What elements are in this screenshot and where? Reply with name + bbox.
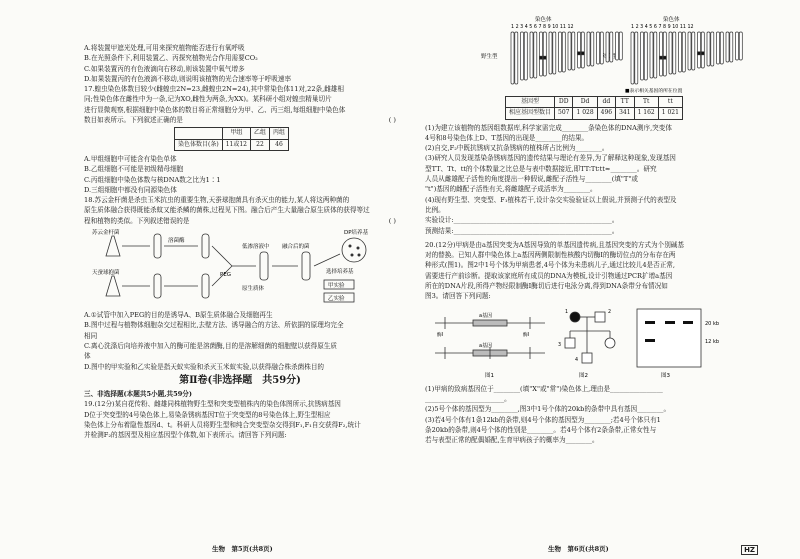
figure-label: 酶Ⅰ xyxy=(437,332,444,338)
q19-subq: 4号和8号染色体上D、T基因的出现是________的结果。 xyxy=(425,133,589,142)
table-header xyxy=(175,128,223,139)
q18-line: 18.苏云金杆菌是杀虫玉米抗虫的重要生物,天蚕球抱菌具有杀灭虫的能力,某人将这两种菌的 xyxy=(84,196,350,205)
answer-paren: ( ) xyxy=(388,216,396,225)
table-cell: 染色体数目(条) xyxy=(175,139,223,150)
table-cell: 22 xyxy=(250,139,269,150)
figure-caption: 图2 xyxy=(579,372,588,379)
chromosome xyxy=(644,32,647,80)
band-size: 20 kb xyxy=(705,320,720,327)
figure-label: a基因 xyxy=(479,312,493,319)
q20-subq: 若与表型正常的配偶婚配,生育甲病孩子的概率为________。 xyxy=(425,436,599,445)
table-header: Tt xyxy=(634,97,658,108)
gene-marker xyxy=(543,56,546,59)
diagram-label: 甲实验 xyxy=(328,283,345,290)
q18-option-c: C.离心洗涤后向培养液中加入的酶可能是溶菌酶,目的是溶解细菌的细胞壁以获得原生质 xyxy=(84,341,337,350)
chromosome xyxy=(606,32,609,62)
diagram-label: DP培养基 xyxy=(344,230,369,237)
chromosome xyxy=(581,32,584,68)
chromosome xyxy=(562,32,565,72)
pedigree-number: 3 xyxy=(558,342,562,348)
q19-subq: 实验设计:________________________________________________。 xyxy=(425,216,619,225)
chromosome xyxy=(707,32,710,66)
table-header: 丙组 xyxy=(269,128,288,139)
chromosome xyxy=(730,32,733,62)
chromosome xyxy=(663,32,666,76)
q18-option-d: D.图中的甲实验和乙实验是指天蚁实验和杀灭玉米蚁实验,以获得融合株杀菌株目的 xyxy=(84,362,325,371)
chromosome xyxy=(600,32,603,64)
figure-note: ■表示相关基因的所在位置 xyxy=(625,89,683,94)
chromosome xyxy=(688,32,691,70)
chromosome xyxy=(515,32,518,84)
chromosome xyxy=(549,32,552,74)
gene-marker xyxy=(701,52,704,55)
diagram-label: 低渗溶液中 xyxy=(242,244,270,251)
chromosome xyxy=(650,32,653,78)
chromosome xyxy=(530,32,533,78)
pedigree-number: 1 xyxy=(565,309,569,315)
table-header: 乙组 xyxy=(250,128,269,139)
table-header: 基因型 xyxy=(506,97,555,108)
q20-line: 种形式(图1)。图2中1号个体为甲病患者,4号个体为未患病儿子,通过比较儿4是否正常, xyxy=(425,261,676,270)
q20-subq: ________________________。 xyxy=(425,394,511,403)
chromosome xyxy=(720,32,723,64)
section-heading: 三、非选择题(本题共5小题,共59分) xyxy=(84,390,193,399)
table-cell: 11或12 xyxy=(222,139,250,150)
pedigree-number: 4 xyxy=(575,357,579,363)
q18-stem-end: 程和植物的类似。下列叙述错误的是 xyxy=(84,216,190,225)
q19-subq: (4)现有野生型、突变型、F₁植株若干,设计杂交实验验证以上假说,并预测子代的表型及 xyxy=(425,195,677,204)
chromosome xyxy=(553,32,556,74)
figure-label: a基因 xyxy=(479,342,493,349)
diagram-label: 天蚕球抱菌 xyxy=(92,270,120,277)
test-tube-icon xyxy=(202,274,209,298)
answer-paren: ( ) xyxy=(388,116,396,125)
q19-line: 染色体上分布着隐性基因d、t。科研人员将野生型和纯合突变型杂交得到F₁,F₁自交获得F₂,统计 xyxy=(84,421,361,430)
petri-dish-icon xyxy=(342,238,366,262)
gene-marker xyxy=(663,56,666,59)
figure-1-dna xyxy=(435,317,545,359)
chromosome xyxy=(610,32,613,62)
male-icon xyxy=(595,312,605,322)
diagram-label: 苏云金杆菌 xyxy=(92,230,120,237)
q17-option-a: A.甲组细胞中可能含有染色单体 xyxy=(84,154,177,163)
q20-figures xyxy=(425,305,743,381)
table-cell: 507 xyxy=(555,108,573,119)
figure-label: 染色体 xyxy=(535,17,552,23)
q20-line: 需要进行产前诊断。提取该家庭所有成员的DNA为模板,设计引物通过PCR扩增a基因 xyxy=(425,271,673,280)
q19-subq: 人员从雌雄配子活性的角度提出一种假说,雌配子活性与________(填"T"或 xyxy=(425,175,638,184)
flask-icon xyxy=(106,276,120,296)
q18-option-b: B.图中过程与植物体细胞杂交过程相比,去壁方法、诱导融合的方法、所依据的原理均完全 xyxy=(84,321,344,330)
diagram-label: 原生质体 xyxy=(242,286,265,293)
q18-fusion-diagram xyxy=(92,228,392,308)
chromosome xyxy=(521,32,524,80)
table-cell: 341 xyxy=(616,108,634,119)
test-tube-icon xyxy=(260,252,268,280)
table-cell: 1 021 xyxy=(658,108,682,119)
table-cell: 1 162 xyxy=(634,108,658,119)
q17-table xyxy=(174,127,289,151)
chromosome xyxy=(711,32,714,66)
q19-subq: 预测结果:________________________________________________。 xyxy=(425,226,619,235)
chromosome-numbers: 1 2 3 4 5 6 7 8 9 10 11 12 xyxy=(511,25,574,30)
gene-marker xyxy=(581,52,584,55)
page-footer-right: 生物 第6页(共8页) xyxy=(548,545,609,553)
chromosome xyxy=(641,32,644,80)
table-header: dd xyxy=(597,97,615,108)
flask-icon xyxy=(106,236,120,256)
q20-subq: (2)5号个体的基因型为________,图3中1号个体的20kb的条带中具有基因________。 xyxy=(425,405,671,414)
test-tube-icon xyxy=(154,234,161,258)
chromosome xyxy=(616,32,619,60)
affected-female-icon xyxy=(570,312,580,322)
chromosome xyxy=(701,32,704,68)
chromosome xyxy=(540,32,543,76)
q20-subq: 条20kb的条带,则4号个体的性别是________。若4号个体有2条条带,正常女性与 xyxy=(425,425,657,434)
page-footer-left: 生物 第5页(共8页) xyxy=(212,545,273,553)
q17-line xyxy=(84,115,396,125)
q18-line xyxy=(84,216,396,226)
chromosome xyxy=(568,32,571,70)
q19-line: 19.(12分)某自花传粉、雌雄同株植物野生型和突变型植株内的染色体图所示,抗锈病基因 xyxy=(84,400,341,409)
q16-option-c: C.如果装置丙的有色液滴向右移动,则该装置中氧气增多 xyxy=(84,64,245,73)
band-size: 12 kb xyxy=(705,338,720,345)
figure-label: 染色体 xyxy=(663,17,680,23)
chromosome xyxy=(739,32,742,60)
table-cell: 46 xyxy=(269,139,288,150)
gene-marker xyxy=(660,56,663,59)
chromosome-figure xyxy=(425,14,743,96)
q19-subq: "t")基因的雌配子活性有关,将雌雄配子成活率为________。 xyxy=(425,185,597,194)
chromosome xyxy=(673,32,676,74)
chromosome xyxy=(572,32,575,70)
q17-line: 17.蝗虫染色体数目较少(雌蝗虫2N=23,雌蝗虫2N=24),其中常染色体11对,22条,雌雄相 xyxy=(84,85,344,94)
chromosome xyxy=(511,32,514,84)
q20-line: 所在的DNA片段,所得产物经限制酶Ⅰ酶切后进行电泳分离,得到DNA条带分布情况如 xyxy=(425,282,668,291)
table-cell: 1 028 xyxy=(573,108,597,119)
q19-subq: (2)自交,F₂中既抗锈病又抗条锈病的植株所占比例为________。 xyxy=(425,144,609,153)
q20-line: 20.(12分)甲病是由a基因突变为A基因导致的单基因遗传病,且基因突变的方式为个别碱基 xyxy=(425,240,684,249)
test-tube-icon xyxy=(302,252,310,280)
right-page xyxy=(425,0,743,445)
q17-line: 进行显微观察,根据细胞中染色体的数目将正常细胞分为甲、乙、丙三组,每组细胞中染色体 xyxy=(84,105,346,114)
diagram-label: 融合后的菌 xyxy=(282,244,310,251)
left-page xyxy=(84,0,396,441)
q18-option-a: A.①试管中加入PEG的目的是诱导A、B原生质体融合及细胞再生 xyxy=(84,311,273,320)
chromosome xyxy=(682,32,685,72)
q19-subq: (3)研究人员发现基染条锈病基因的遗传结果与理论有差异,为了解释这种现象,发现基因 xyxy=(425,154,676,163)
unknown-icon xyxy=(582,353,592,363)
corner-mark: HZ xyxy=(741,545,758,555)
q19-subq: (1)为建立该植物的基因组数据库,科学家需完成________条染色体的DNA测序,突变体 xyxy=(425,123,672,132)
pedigree-number: 2 xyxy=(608,309,612,315)
chromosome xyxy=(578,32,581,68)
chromosome-numbers: 1 2 3 4 5 6 7 8 9 10 11 12 xyxy=(631,25,694,30)
table-cell: 496 xyxy=(597,108,615,119)
figure-2-pedigree xyxy=(565,312,615,363)
table-header: Dd xyxy=(573,97,597,108)
q16-option-b: B.在光照条件下,利用装置乙、丙探究植物光合作用需要CO₂ xyxy=(84,54,258,63)
chromosome xyxy=(726,32,729,62)
male-icon xyxy=(565,338,575,348)
figure-label: 酶Ⅰ xyxy=(523,332,530,338)
chromosome xyxy=(717,32,720,64)
figure-caption: 图1 xyxy=(485,372,494,379)
chromosome xyxy=(559,32,562,72)
figure-3-gel xyxy=(637,309,701,367)
q20-subq: (3)若4号个体有1条12kb的条带,则4号个体的基因型为________;若4号个体只有1 xyxy=(425,415,661,424)
q16-option-d: D.如果装置丙的有色液滴不移动,则说明该植物的光合速率等于呼吸速率 xyxy=(84,74,292,83)
chromosome xyxy=(692,32,695,70)
chromosome xyxy=(543,32,546,76)
chromosome xyxy=(534,32,537,78)
chromosome xyxy=(597,32,600,64)
table-header: 甲组 xyxy=(222,128,250,139)
q18-option-c-cont: 体 xyxy=(84,352,91,361)
chromosome xyxy=(679,32,682,72)
q19-subq: 型TT、Tt、tt的个体数量之比总是与表中数据接近,即TT∶Tt∶tt≈________。研究 xyxy=(425,164,657,173)
diagram-label: 溶菌酶 xyxy=(168,238,185,245)
gene-marker xyxy=(698,52,701,55)
diagram-label: PEG xyxy=(220,272,232,279)
test-tube-icon xyxy=(154,274,161,298)
chromosome xyxy=(619,32,622,60)
chromosome xyxy=(635,32,638,84)
gene-marker xyxy=(578,52,581,55)
gene-marker xyxy=(540,56,543,59)
chromosome xyxy=(631,32,634,84)
q19-subq: 比例。 xyxy=(425,205,445,214)
chromosome xyxy=(591,32,594,66)
q18-option-b-cont: 相同 xyxy=(84,331,98,340)
part-two-heading: 第Ⅱ卷(非选择题 共59分) xyxy=(179,374,301,386)
q17-stem-end: 数目如表所示。下列叙述正确的是 xyxy=(84,116,183,125)
table-cell: 相应基因型数目 xyxy=(506,108,555,119)
q17-option-b: B.乙组细胞不可能是初级精母细胞 xyxy=(84,165,184,174)
figure-label: 野生型 xyxy=(481,54,498,60)
female-icon xyxy=(605,338,615,348)
q19-line: 并检测F₂的基因型及相应基因型个体数,如下表所示。请回答下列问题: xyxy=(84,431,287,440)
q17-option-d: D.三组细胞中都没有同源染色体 xyxy=(84,185,177,194)
figure-caption: 图3 xyxy=(661,372,670,379)
q20-line: 图3。请回答下列问题: xyxy=(425,292,491,301)
chromosome xyxy=(736,32,739,60)
chromosome xyxy=(654,32,657,78)
chromosome xyxy=(524,32,527,80)
diagram-label: 选择培养基 xyxy=(326,269,354,276)
q19-line: D位于突变型的4号染色体上,易染条锈病基因T位于突变型的8号染色体上,野生型相应 xyxy=(84,410,331,419)
q20-line: 对的替换。已知人群中染色体上a基因两侧限制性核酸内切酶Ⅰ的酶切位点的分布存在两 xyxy=(425,251,676,260)
diagram-label: 乙实验 xyxy=(328,296,345,303)
q16-option-a: A.将装置甲遮光处理,可用来探究植物能否进行有氧呼吸 xyxy=(84,44,245,52)
table-header: tt xyxy=(658,97,682,108)
table-header: TT xyxy=(616,97,634,108)
chromosome xyxy=(587,32,590,66)
chromosome xyxy=(660,32,663,76)
q20-subq: (1)甲病的致病基因位于________(填"X"或"常")染色体上,理由是________________ xyxy=(425,384,663,393)
genotype-table xyxy=(505,96,683,120)
q17-line: 同;性染色体在雌性中为一条,记为XO,雌性为两条,为XX)。某科研小组对蝗虫精巢切片 xyxy=(84,95,332,104)
chromosome xyxy=(669,32,672,74)
q18-line: 原生质体融合获得既能杀蚊又能杀鳞的菌株,过程见下图。融合后产生大量融合原生质体的获得等过 xyxy=(84,206,370,215)
table-header: DD xyxy=(555,97,573,108)
test-tube-icon xyxy=(202,234,209,258)
chromosome xyxy=(698,32,701,68)
q17-option-c: C.丙组细胞中染色体数与核DNA数之比为1∶1 xyxy=(84,175,221,184)
